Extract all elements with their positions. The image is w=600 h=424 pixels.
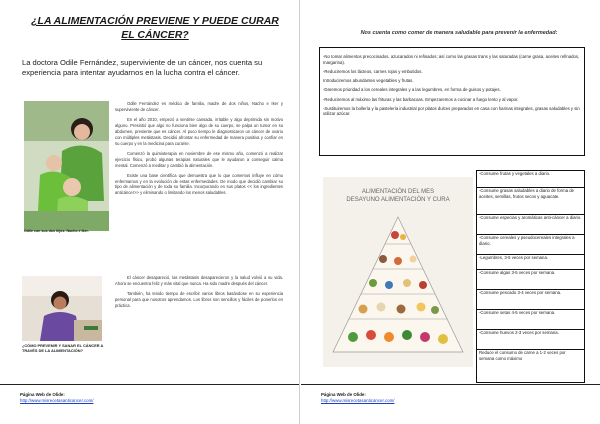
photo-caption: Odile con sus dos hijos: Nacho e Iker. bbox=[24, 229, 89, 233]
svg-text:DESAYUNO ALIMENTACIÓN Y CURA: DESAYUNO ALIMENTACIÓN Y CURA bbox=[346, 197, 450, 203]
footer bbox=[0, 384, 299, 408]
pyramid-title: ALIMENTACIÓN DEL MES bbox=[361, 189, 435, 195]
tip-item: -Daremos prioridad a los cereales integrales y a las legumbres, en forma de guisos y potajes. bbox=[323, 87, 501, 93]
list-item: -Consume cereales y pseudocereales integrales a diario. bbox=[477, 235, 584, 255]
footer-link[interactable]: http://www.misrecetasanticancer.com/ bbox=[20, 398, 94, 403]
list-item: -Consume frutas y vegetales a diario. bbox=[477, 171, 584, 188]
paragraph: Existe una base científica que demuestra que lo que comemos influye en cómo enfermamos y en la evolución de estas enfermedades. De modo que decidió cambiar su tipo de alimentación y de toda su familia. Incorporando en sus platos << los ingredientes anticáncer>> y eliminando o limitando los menos saludables. bbox=[115, 172, 283, 196]
tip-item: -Reduciremos los lácteos, carnes rojas y embutidos. bbox=[323, 68, 423, 74]
tips-box bbox=[319, 47, 585, 156]
paragraph: También, ha tenido tiempo de escribir varios libros basándose en su experiencia personal para que nosotros aprendamos. Los libros son sencillos y fáciles de ponerlos en práctica. bbox=[115, 291, 283, 308]
list-item: -Consume grasas saludables a diario de forma de aceites, semillas, frutos secos y aguacate. bbox=[477, 188, 584, 215]
frequency-list bbox=[476, 170, 585, 383]
list-item: -Consume setas 4-5 veces por semana. bbox=[477, 310, 584, 330]
footer bbox=[301, 384, 600, 408]
paragraph: Odile Fernández es médico de familia, madre de dos niños, Nacho e Iker y superviviente de cáncer. bbox=[115, 101, 283, 112]
list-item: Reduce el consumo de carne a 1-2 veces por semana como máximo bbox=[479, 350, 566, 361]
right-page bbox=[301, 0, 600, 424]
paragraph: En el año 2010, empezó a sentirse cansada, irritable y algo deprimida sin motivo alguno. Presintió que algo no funciona bien algo de su cuerpo, se palpa un tumor en su abdomen, presiente que es cáncer. Al poco tiempo le diagnosticaron un cáncer de ovario con múltiples metástasis. Decidió afrontar su enfermedad de manera positiva y confiar en su cuerpo y en la medicina para curarse. bbox=[115, 117, 283, 146]
tip-item: Introduciremos abundantes vegetables y frutas. bbox=[323, 78, 414, 84]
intro-subtitle: La doctora Odile Fernández, superviviente de un cáncer, nos cuenta su experiencia para intentar ayudarnos en la lucha contra el cáncer. bbox=[22, 58, 263, 77]
book-caption: ¿CÓMO PREVENIR Y SANAR EL CÁNCER A TRAVÉS DE LA ALIMENTACIÓN? bbox=[22, 343, 104, 354]
list-item: -Legumbres, 3-5 veces por semana. bbox=[477, 255, 584, 270]
tip-item: -Sustituiremos la bollería y la pastelería industrial por platos dulces preparados en casa con harinas integrales, grasas saludables y sin utilizar azúcar. bbox=[323, 105, 580, 117]
footer-label: Página Web de Olide: bbox=[20, 392, 65, 397]
family-photo bbox=[24, 101, 109, 231]
paragraph: El cáncer desapareció, las metástasis desaparecieron y la salud volvió a su vida. Ahora se encuentra feliz y más vital que nunca. Ha sido madre después del cáncer. bbox=[115, 275, 283, 286]
list-item: -Consume algas 3-5 veces por semana. bbox=[477, 270, 584, 290]
section-header: Nos cuenta como comer de manera saludable para prevenir la enfermedad: bbox=[360, 30, 558, 36]
article-body-2 bbox=[115, 275, 283, 313]
tip-item: -No tomar alimentos precocinados, azucarados ni refinados; así como las grasas trans y las saturadas (carne grasa, aceites refinados, margarina). bbox=[323, 54, 580, 65]
food-pyramid-image bbox=[323, 177, 473, 367]
list-item: -Consume especias y aromáticas anti-cáncer a diario. bbox=[477, 215, 584, 235]
speaker-photo bbox=[22, 276, 102, 341]
page-title: ¿LA ALIMENTACIÓN PREVIENE Y PUEDE CURAR EL CÁNCER? bbox=[31, 15, 279, 41]
paragraph: Comenzó la quimioterapia en noviembre de ese mismo año, comenzó a realizar ejercicio físico, probó algunas terapias naturales que le ayudaron a conseguir calma mental. Comenzó a meditar y cambió la alimentación. bbox=[115, 150, 283, 168]
footer-label: Página Web de Olide: bbox=[321, 392, 366, 397]
tip-item: -Reduciremos al máximo las frituras y las barbacoas. Empezaremos a cocinar a fuego lento y al vapor. bbox=[323, 96, 519, 102]
list-item: -Consume huevos 2-3 veces por semana. bbox=[477, 330, 584, 350]
list-item: -Consume pescado 3-4 veces por semana. bbox=[477, 290, 584, 310]
footer-link[interactable]: http://www.misrecetasanticancer.com/ bbox=[321, 398, 395, 403]
article-body bbox=[115, 101, 283, 200]
